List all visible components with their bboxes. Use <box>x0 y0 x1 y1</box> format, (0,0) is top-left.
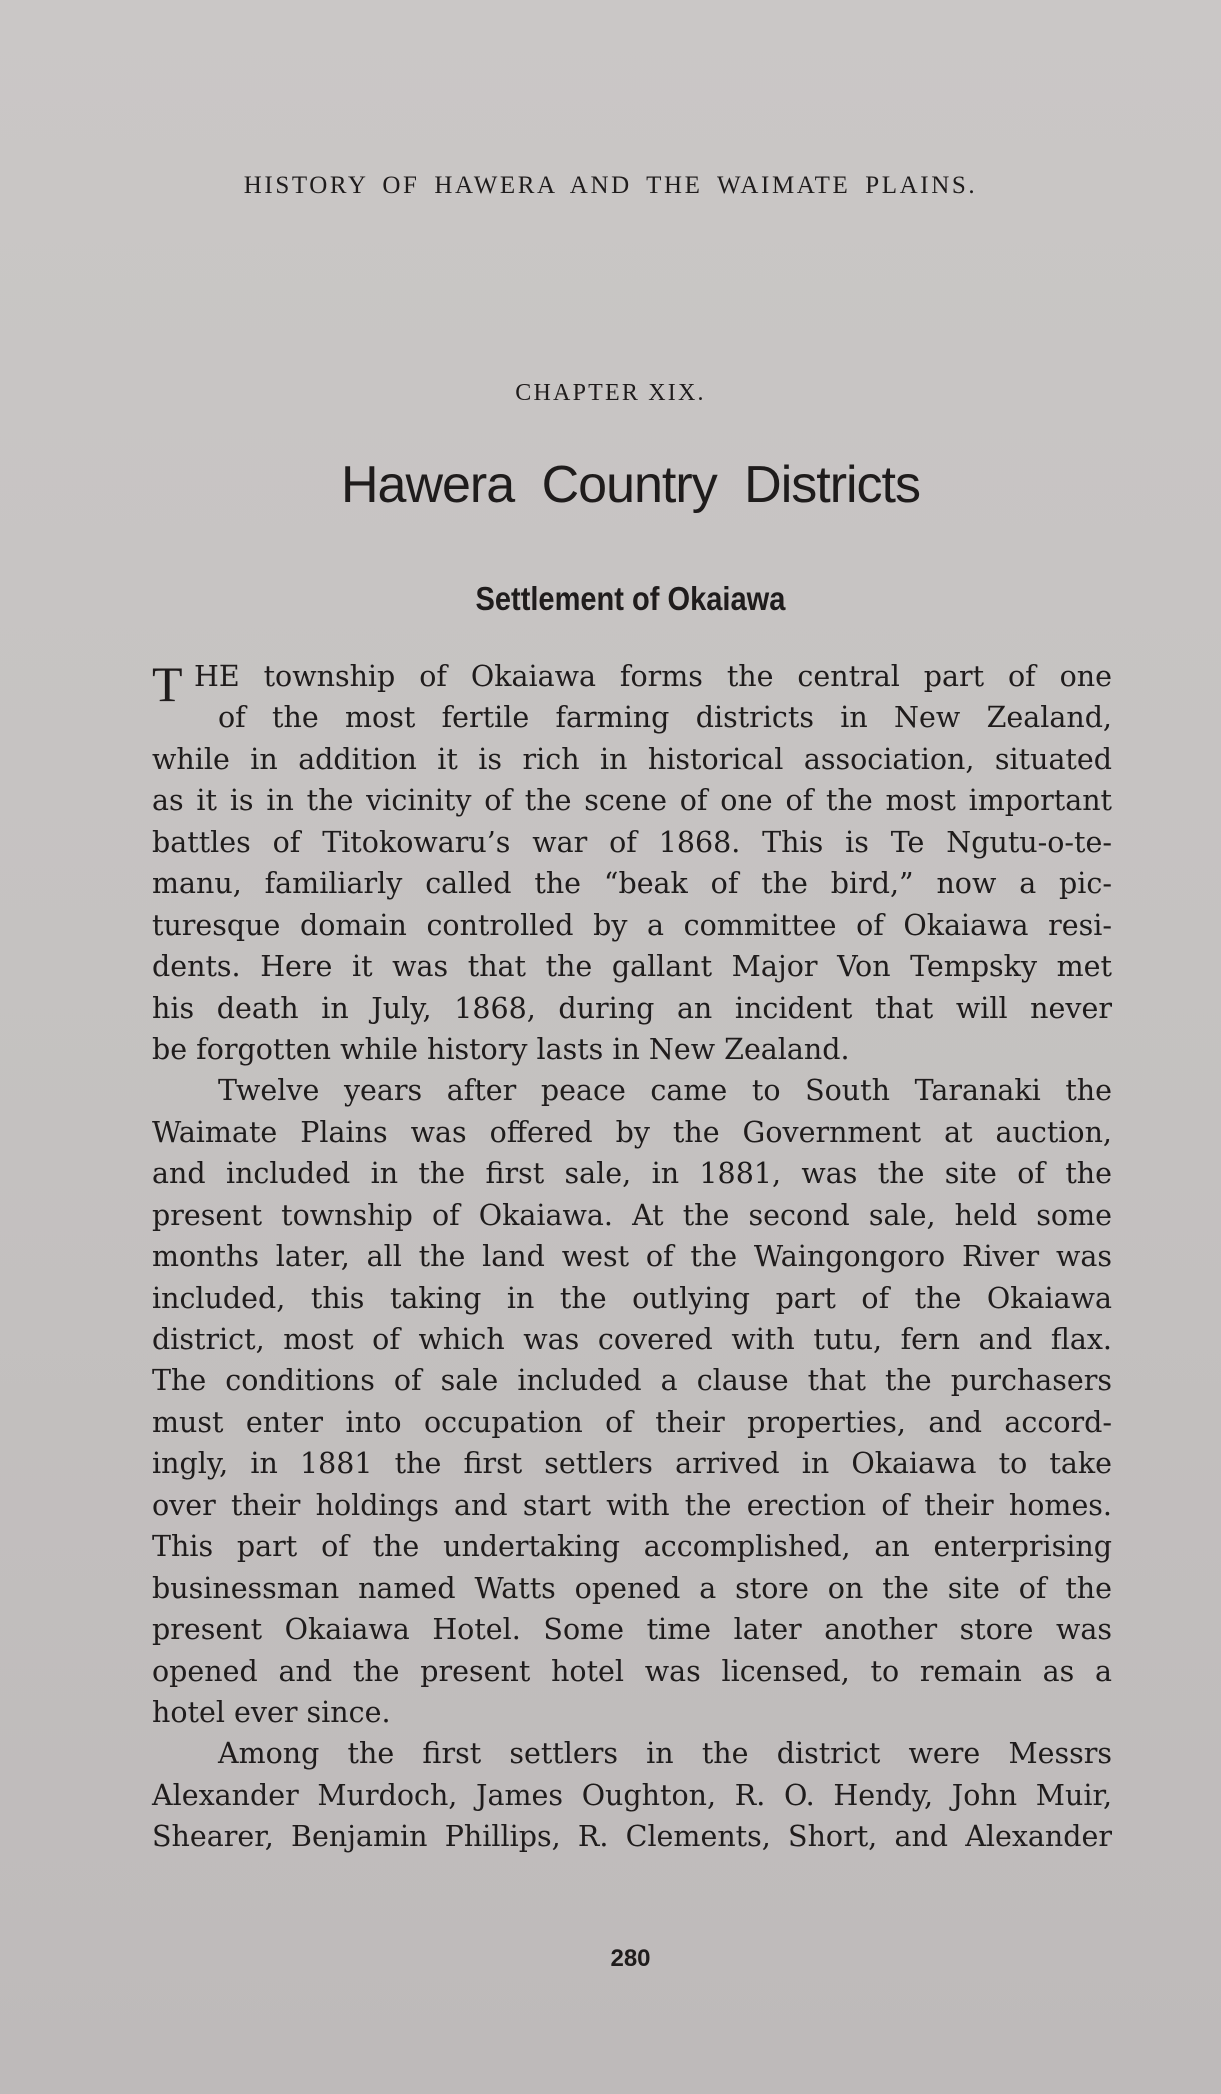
text-line: Waimate Plains was offered by the Government at auction, <box>152 1115 1112 1149</box>
chapter-title: Hawera Country Districts <box>340 456 921 514</box>
text-line: months later, all the land west of the Waingongoro River was <box>152 1240 1112 1274</box>
text-line: of the most fertile farming districts in New Zealand, <box>218 701 1112 735</box>
text-line: dents. Here it was that the gallant Major Von Tempsky met <box>152 950 1112 984</box>
text-line: businessman named Watts opened a store on the site of the <box>152 1571 1112 1605</box>
text-line: Twelve years after peace came to South Taranaki the <box>218 1074 1112 1108</box>
text-line: battles of Titokowaru’s war of 1868. This is Te Ngutu-o-te- <box>152 825 1112 859</box>
text-line: present township of Okaiawa. At the second sale, held some <box>152 1198 1112 1232</box>
text-line: district, most of which was covered with tutu, fern and flax. <box>152 1323 1112 1356</box>
text-line <box>152 656 1112 712</box>
text-line: his death in July, 1868, during an incident that will never <box>152 991 1112 1025</box>
text-line: included, this taking in the outlying part of the Okaiawa <box>152 1281 1112 1315</box>
text-line: Shearer, Benjamin Phillips, R. Clements, Short, and Alexander <box>152 1820 1112 1854</box>
running-head: HISTORY OF HAWERA AND THE WAIMATE PLAINS. <box>243 172 978 199</box>
paragraph-2 <box>152 1070 1112 1733</box>
body-text <box>152 656 1112 1858</box>
drop-cap: T <box>152 656 183 712</box>
text-line: as it is in the vicinity of the scene of one of the most important <box>152 784 1112 818</box>
text-line: Alexander Murdoch, James Oughton, R. O. Hendy, John Muir, <box>152 1778 1112 1812</box>
text-line: be forgotten while history lasts in New Zealand. <box>152 1032 850 1066</box>
text-line: present Okaiawa Hotel. Some time later another store was <box>152 1613 1112 1647</box>
text-line: manu, familiarly called the “beak of the bird,” now a pic- <box>152 867 1112 901</box>
section-title: Settlement of Okaiawa <box>475 580 786 617</box>
text-line: turesque domain controlled by a committee of Okaiawa resi- <box>152 908 1112 942</box>
text-line: opened and the present hotel was licensed, to remain as a <box>152 1654 1112 1688</box>
text-line: hotel ever since. <box>152 1695 391 1729</box>
paragraph-3 <box>152 1733 1112 1857</box>
text-line: and included in the first sale, in 1881, was the site of the <box>152 1157 1112 1191</box>
text-line: while in addition it is rich in historical association, situated <box>152 742 1112 776</box>
page-number: 280 <box>610 1945 651 1972</box>
paragraph-1 <box>152 656 1112 1070</box>
text-line: must enter into occupation of their properties, and accord- <box>152 1405 1112 1439</box>
text-line: This part of the undertaking accomplished, an enterprising <box>152 1530 1112 1564</box>
text-line: Among the first settlers in the district were Messrs <box>218 1737 1112 1771</box>
text-line: ingly, in 1881 the first settlers arrived in Okaiawa to take <box>152 1447 1112 1481</box>
text-line-content: HE township of Okaiawa forms the central part of one <box>194 660 1112 693</box>
chapter-number: CHAPTER XIX. <box>515 380 706 406</box>
text-line: The conditions of sale included a clause that the purchasers <box>152 1364 1112 1398</box>
text-line: over their holdings and start with the erection of their homes. <box>152 1488 1112 1522</box>
